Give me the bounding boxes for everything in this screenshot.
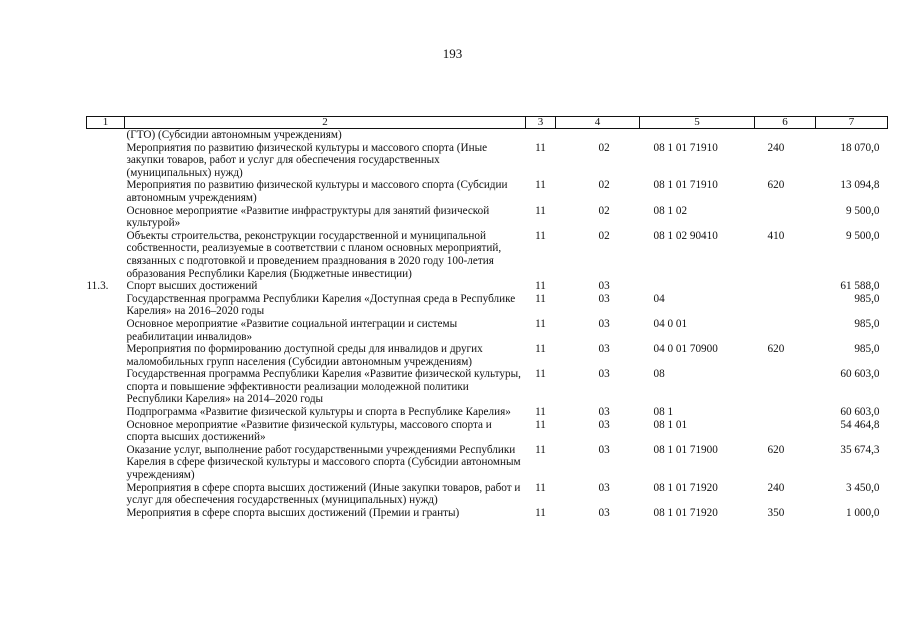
row-name: Мероприятия по развитию физической культуры и массового спорта (Иные закупки товаров, работ и услуг для обеспечения государственных (муниципальных) нужд): [126, 141, 488, 179]
row-name: Мероприятия по развитию физической культуры и массового спорта (Субсидии автономным учреждениям): [126, 179, 508, 204]
row-expense-type: 410: [767, 229, 785, 242]
column-header-1: 1: [87, 117, 125, 129]
row-name: Оказание услуг, выполнение работ государственными учреждениями Республики Карелия в сфере физической культуры и массового спорта (Субсидии автономным учреждениям): [126, 443, 521, 482]
row-subsection: 03: [598, 368, 610, 381]
row-subsection: [556, 129, 640, 142]
row-amount: 1 000,0: [845, 506, 880, 519]
table-row: [87, 179, 888, 204]
row-expense-type: [755, 205, 816, 230]
row-subsection: 03: [598, 343, 610, 356]
row-subsection: 03: [598, 481, 610, 494]
row-subsection: 02: [598, 204, 610, 217]
row-subsection: 03: [598, 317, 610, 330]
row-name: Спорт высших достижений: [126, 280, 258, 293]
row-name: Мероприятия по формированию доступной среды для инвалидов и других маломобильных групп населения (Субсидии автономным учреждениям): [126, 343, 483, 368]
row-target-code: 08 1 01 71910: [653, 141, 718, 154]
row-number: [87, 205, 125, 230]
row-number: [87, 142, 125, 180]
row-target-code: 08 1 01 71920: [653, 506, 718, 519]
row-subsection: 03: [598, 506, 610, 519]
row-number: [87, 444, 125, 482]
table-row: [87, 444, 888, 482]
table-row: [87, 343, 888, 368]
table-row: [87, 129, 888, 142]
row-name: Основное мероприятие «Развитие социальной интеграции и системы реабилитации инвалидов»: [126, 317, 458, 343]
table-header: [87, 117, 888, 129]
row-name: Мероприятия в сфере спорта высших достижений (Иные закупки товаров, работ и услуг для обеспечения государственных (муниципальных) нужд): [126, 481, 521, 507]
row-expense-type: [755, 368, 816, 406]
row-expense-type: [755, 318, 816, 343]
row-target-code: 08 1 02 90410: [653, 229, 718, 242]
row-subsection: 03: [598, 418, 610, 431]
row-amount: 54 464,8: [840, 418, 880, 431]
row-number: [87, 406, 125, 419]
page-number: 193: [442, 46, 463, 61]
row-number: [87, 419, 125, 444]
row-amount: [816, 129, 888, 142]
row-number: [87, 179, 125, 204]
row-target-code: 08 1 01 71910: [653, 179, 718, 192]
table-row: [87, 142, 888, 180]
row-section: 11: [535, 506, 546, 519]
row-number: [87, 129, 125, 142]
row-target-code: 04 0 01: [653, 317, 688, 330]
table-row: [87, 507, 888, 520]
row-section: 11: [535, 280, 546, 293]
table-row: [87, 280, 888, 293]
table-row: [87, 293, 888, 318]
row-section: 11: [535, 481, 546, 494]
row-subsection: 02: [598, 229, 610, 242]
row-expense-type: 240: [767, 481, 785, 494]
row-target-code: [640, 129, 755, 142]
row-target-code: 08 1 02: [653, 204, 688, 217]
row-number: [87, 482, 125, 507]
column-header-4: 4: [556, 117, 640, 129]
row-expense-type: [755, 406, 816, 419]
budget-table: [86, 116, 888, 519]
row-number: [87, 230, 125, 280]
row-amount: 60 603,0: [840, 406, 880, 419]
row-amount: 9 500,0: [845, 229, 880, 242]
row-section: 11: [535, 179, 546, 192]
row-amount: 35 674,3: [840, 443, 880, 456]
column-header-2: 2: [125, 117, 526, 129]
row-expense-type: 620: [767, 343, 785, 356]
row-section: 11: [535, 141, 546, 154]
row-expense-type: [755, 129, 816, 142]
table-row: [87, 318, 888, 343]
row-section: 11: [535, 406, 546, 419]
row-number: 11.3.: [86, 280, 109, 293]
row-target-code: 08 1 01 71920: [653, 481, 718, 494]
column-header-6: 6: [755, 117, 816, 129]
row-section: 11: [535, 418, 546, 431]
table-row: [87, 368, 888, 406]
table-body: [87, 129, 888, 520]
row-name: Основное мероприятие «Развитие физической культуры, массового спорта и спорта высших достижений»: [126, 418, 492, 444]
table-row: [87, 482, 888, 507]
row-subsection: 03: [598, 406, 610, 419]
row-amount: 3 450,0: [845, 481, 880, 494]
row-number: [87, 318, 125, 343]
row-section: 11: [535, 229, 546, 242]
row-expense-type: 350: [767, 506, 785, 519]
row-section: 11: [535, 368, 546, 381]
row-amount: 61 588,0: [840, 280, 880, 293]
row-section: [526, 129, 556, 142]
row-subsection: 03: [598, 443, 610, 456]
row-amount: 985,0: [854, 292, 880, 305]
row-expense-type: 240: [767, 141, 785, 154]
row-name: Основное мероприятие «Развитие инфраструктуры для занятий физической культурой»: [126, 204, 490, 230]
row-target-code: 04 0 01 70900: [653, 343, 718, 356]
row-expense-type: 620: [767, 179, 785, 192]
row-section: 11: [535, 204, 546, 217]
row-target-code: 08: [653, 368, 665, 381]
row-number: [87, 507, 125, 520]
row-amount: 9 500,0: [845, 204, 880, 217]
row-section: 11: [535, 343, 546, 356]
row-name: (ГТО) (Субсидии автономным учреждениям): [126, 129, 342, 141]
table-row: [87, 230, 888, 280]
table-row: [87, 419, 888, 444]
row-section: 11: [535, 443, 546, 456]
row-name: Подпрограмма «Развитие физической культуры и спорта в Республике Карелия»: [126, 406, 511, 419]
column-header-3: 3: [526, 117, 556, 129]
row-amount: 985,0: [854, 317, 880, 330]
row-target-code: 04: [653, 292, 665, 305]
row-amount: 60 603,0: [840, 368, 880, 381]
row-section: 11: [535, 317, 546, 330]
row-number: [87, 343, 125, 368]
row-target-code: 08 1 01: [653, 418, 688, 431]
row-amount: 13 094,8: [840, 179, 880, 192]
row-name: Государственная программа Республики Карелия «Доступная среда в Республике Карелия» на 2016–2020 годы: [126, 292, 516, 318]
row-name: Государственная программа Республики Карелия «Развитие физической культуры, спорта и повышение эффективности реализации молодежной политики Республики Карелия» на 2014–2020 годы: [126, 368, 521, 406]
row-subsection: 03: [598, 292, 610, 305]
row-target-code: 08 1: [653, 406, 674, 419]
row-expense-type: 620: [767, 443, 785, 456]
row-name: Мероприятия в сфере спорта высших достижений (Премии и гранты): [126, 506, 460, 519]
row-subsection: 02: [598, 141, 610, 154]
row-expense-type: [755, 419, 816, 444]
table-row: [87, 406, 888, 419]
table-row: [87, 205, 888, 230]
row-amount: 985,0: [854, 343, 880, 356]
row-subsection: 02: [598, 179, 610, 192]
row-target-code: 08 1 01 71900: [653, 443, 718, 456]
row-target-code: [640, 280, 755, 293]
row-subsection: 03: [598, 280, 610, 293]
row-name: Объекты строительства, реконструкции государственной и муниципальной собственности, реализуемые в соответствии с планом основных мероприятий, связанных с подготовкой и проведением празднования в 2020 году 100-летия образования Республики Карелия (Бюджетные инвестиции): [126, 229, 502, 280]
row-number: [87, 293, 125, 318]
row-section: 11: [535, 292, 546, 305]
column-header-5: 5: [640, 117, 755, 129]
column-header-7: 7: [816, 117, 888, 129]
row-expense-type: [755, 293, 816, 318]
row-amount: 18 070,0: [840, 141, 880, 154]
row-number: [87, 368, 125, 406]
row-expense-type: [755, 280, 816, 293]
